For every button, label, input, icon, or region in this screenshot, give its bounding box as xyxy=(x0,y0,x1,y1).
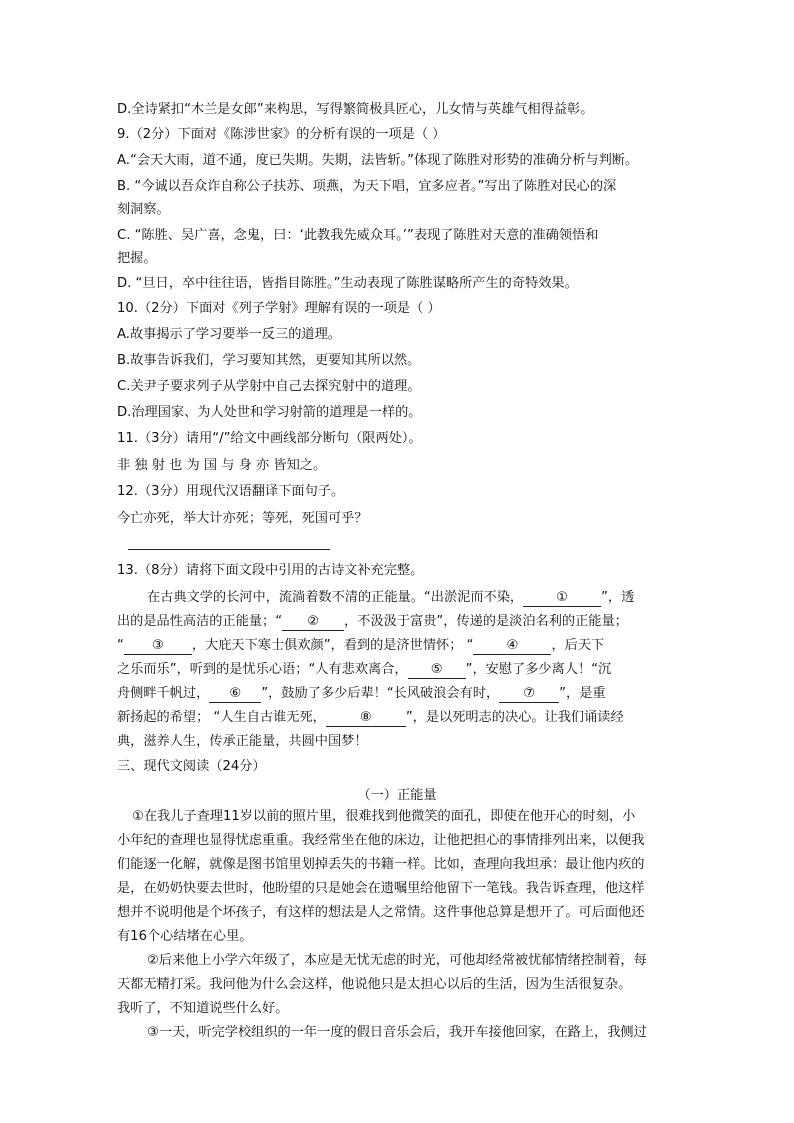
q9-stem: 9.（2分）下面对《陈涉世家》的分析有误的一项是（ ） xyxy=(117,127,446,142)
q13-blank-4[interactable]: ④ xyxy=(473,638,551,655)
q9-option-d: D. “旦日，卒中往往语，皆指目陈胜。”生动表现了陈胜谋略所产生的奇特效果。 xyxy=(117,276,578,291)
q9-option-b-cont: 刻洞察。 xyxy=(117,202,170,217)
q13-blank-6[interactable]: ⑥ xyxy=(209,686,261,703)
para-1-line-3: 们能逐一化解，就像是图书馆里划掉丢失的书籍一样。比如，查理向我坦承：最让他内疚的 xyxy=(117,857,645,872)
q13-blank-1[interactable]: ① xyxy=(523,590,601,607)
para-1-line-1: ①在我儿子查理11岁以前的照片里，很难找到他微笑的面孔，即使在他开心的时刻，小 xyxy=(132,809,636,824)
q8-option-d: D.全诗紧扣“木兰是女郎”来构思，写得繁简极具匠心，儿女情与英雄气相得益彰。 xyxy=(117,102,594,117)
q13-line-3: “ ③ ，大庇天下寒士俱欢颜”，看到的是济世情怀； “ ④ ，后天下 xyxy=(117,638,605,653)
q11-text: 非 独 射 也 为 国 与 身 亦 皆知之。 xyxy=(117,458,327,473)
q13-blank-3[interactable]: ③ xyxy=(124,638,192,655)
q13-line-7: 典，滋养人生，传承正能量，共圆中国梦！ xyxy=(117,734,368,749)
q10-option-d: D.治理国家、为人处世和学习射箭的道理是一样的。 xyxy=(117,405,422,420)
para-3-line-1: ③一天，听完学校组织的一年一度的假日音乐会后，我开车接他回家，在路上，我侧过 xyxy=(147,1025,647,1040)
q12-text: 今亡亦死，举大计亦死；等死，死国可乎？ xyxy=(117,511,368,526)
q10-stem: 10.（2分）下面对《列子学射》理解有误的一项是（ ） xyxy=(117,301,441,316)
q9-option-a: A.“会天大雨，道不通，度已失期。失期，法皆斩。”体现了陈胜对形势的准确分析与判断。 xyxy=(117,153,639,168)
q13-blank-7[interactable]: ⑦ xyxy=(499,686,559,703)
q13-line-2: 出的是品性高洁的正能量；“ ② ，不汲汲于富贵”，传递的是淡泊名利的正能量； xyxy=(117,614,628,629)
q12-answer-line[interactable] xyxy=(128,549,330,550)
q10-option-a: A.故事揭示了学习要举一反三的道理。 xyxy=(117,327,341,342)
section-3-title: 三、现代文阅读（24分） xyxy=(117,759,266,774)
q13-blank-8[interactable]: ⑧ xyxy=(326,710,406,727)
q9-option-b: B. “今诚以吾众诈自称公子扶苏、项燕，为天下唱，宜多应者。”写出了陈胜对民心的深 xyxy=(117,179,617,194)
q13-stem: 13.（8分）请将下面文段中引用的古诗文补充完整。 xyxy=(117,563,424,578)
q9-option-c: C. “陈胜、吴广喜，念鬼，曰：‘此教我先威众耳。’”表现了陈胜对天意的准确领悟和 xyxy=(117,228,599,243)
para-1-line-2: 小年纪的查理也显得忧虑重重。我经常坐在他的床边，让他把担心的事情排列出来，以便我 xyxy=(117,833,645,848)
para-1-line-6: 有16个心结堵在心里。 xyxy=(117,929,253,944)
para-2-line-3: 我听了，不知道说些什么好。 xyxy=(117,1001,289,1016)
q10-option-b: B.故事告诉我们，学习要知其然，更要知其所以然。 xyxy=(117,353,421,368)
para-2-line-1: ②后来他上小学六年级了，本应是无忧无虑的时光，可他却经常被忧郁情绪控制着，每 xyxy=(147,953,647,968)
q13-line-6: 新扬起的希望； “人生自古谁无死， ⑧ ”，是以死明志的决心。让我们诵读经 xyxy=(117,710,624,725)
q10-option-c: C.关尹子要求列子从学射中自己去探究射中的道理。 xyxy=(117,379,421,394)
q13-line-4: 之乐而乐”，听到的是忧乐心语；“人有悲欢离合， ⑤ ”，安慰了多少离人！“沉 xyxy=(117,662,612,677)
para-1-line-5: 想并不说明他是个坏孩子，有这样的想法是人之常情。这件事他总算是想开了。可后面他还 xyxy=(117,905,645,920)
q13-line-1: 在古典文学的长河中，流淌着数不清的正能量。“出淤泥而不染， ① ”，透 xyxy=(147,590,635,605)
para-1-line-4: 是，在奶奶快要去世时，他盼望的只是她会在遗嘱里给他留下一笔钱。我告诉查理，他这样 xyxy=(117,881,645,896)
q11-stem: 11.（3分）请用“/”给文中画线部分断句（限两处）。 xyxy=(117,431,422,446)
para-2-line-2: 天都无精打采。我问他为什么会这样，他说他只是太担心以后的生活，因为生活很复杂。 xyxy=(117,977,632,992)
q13-blank-5[interactable]: ⑤ xyxy=(408,662,466,679)
q13-blank-2[interactable]: ② xyxy=(282,614,344,631)
q13-line-5: 舟侧畔千帆过， ⑥ ”，鼓励了多少后辈！“长风破浪会有时， ⑦ ”，是重 xyxy=(117,686,606,701)
article-title: （一）正能量 xyxy=(357,788,437,803)
q9-option-c-cont: 把握。 xyxy=(117,251,157,266)
q12-stem: 12.（3分）用现代汉语翻译下面句子。 xyxy=(117,484,345,499)
